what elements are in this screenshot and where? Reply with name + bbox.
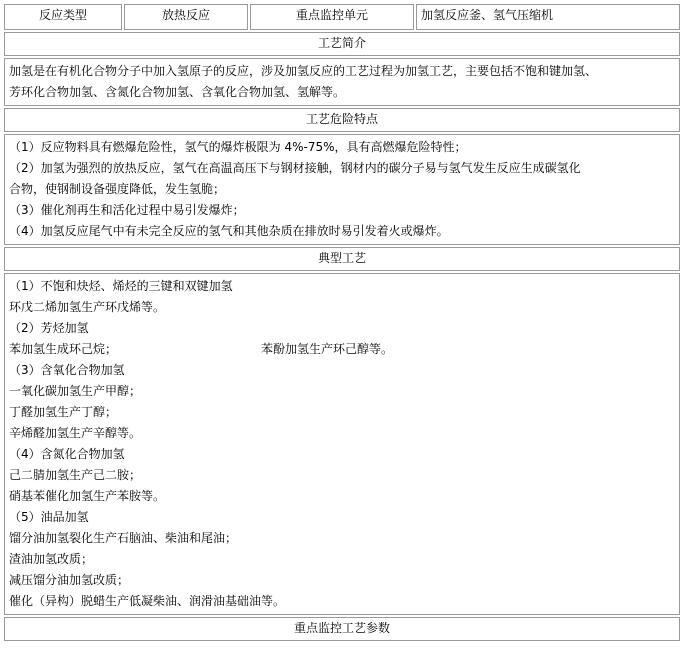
typical-line-pair (9, 339, 675, 360)
intro-body-row (4, 58, 680, 106)
hazard-line: （4）加氢反应尾气中有未完全反应的氢气和其他杂质在排放时易引发着火或爆炸。 (9, 224, 449, 238)
typical-line: 环戊二烯加氢生产环戊烯等。 (9, 300, 166, 314)
typical-line: （5）油品加氢 (9, 510, 89, 524)
typical-line: 己二腈加氢生产己二胺； (9, 468, 142, 482)
section-title-params: 重点监控工艺参数 (4, 617, 680, 641)
intro-title-row (4, 32, 680, 56)
typical-line: 渣油加氢改质； (9, 552, 94, 566)
process-table (2, 2, 682, 643)
hazard-line: 合物，使钢制设备强度降低，发生氢脆； (9, 182, 226, 196)
typical-line: （1）不饱和炔烃、烯烃的三键和双键加氢 (9, 279, 233, 293)
typical-line: 馏分油加氢裂化生产石脑油、柴油和尾油； (9, 531, 238, 545)
typical-body (4, 273, 680, 615)
typical-title-row (4, 247, 680, 271)
monitor-unit-label: 重点监控单元 (250, 4, 414, 30)
hazards-body-row (4, 134, 680, 245)
intro-body (4, 58, 680, 106)
typical-line: 丁醛加氢生产丁醇； (9, 405, 118, 419)
reaction-type-label: 反应类型 (4, 4, 122, 30)
section-title-hazards: 工艺危险特点 (4, 108, 680, 132)
typical-line: 减压馏分油加氢改质； (9, 573, 130, 587)
typical-line: （2）芳烃加氢 (9, 321, 89, 335)
section-title-typical: 典型工艺 (4, 247, 680, 271)
hazard-line: （1）反应物料具有燃爆危险性，氢气的爆炸极限为 4%-75%，具有高燃爆危险特性； (9, 140, 467, 154)
params-title-row (4, 617, 680, 641)
typical-line: 辛烯醛加氢生产辛醇等。 (9, 426, 142, 440)
intro-line: 加氢是在有机化合物分子中加入氢原子的反应，涉及加氢反应的工艺过程为加氢工艺，主要包括不饱和键加氢、 (9, 64, 598, 78)
typical-line: 硝基苯催化加氢生产苯胺等。 (9, 489, 166, 503)
typical-line: （3）含氧化合物加氢 (9, 363, 125, 377)
hazard-line: （3）催化剂再生和活化过程中易引发爆炸； (9, 203, 245, 217)
monitor-unit-value: 加氢反应釜、氢气压缩机 (416, 4, 680, 30)
typical-line: 催化（异构）脱蜡生产低凝柴油、润滑油基础油等。 (9, 594, 286, 608)
hazard-line: （2）加氢为强烈的放热反应，氢气在高温高压下与钢材接触，钢材内的碳分子易与氢气发生反应生成碳氢化 (9, 161, 581, 175)
section-title-intro: 工艺简介 (4, 32, 680, 56)
hazards-body (4, 134, 680, 245)
hazards-title-row (4, 108, 680, 132)
typical-line: 苯加氢生成环己烷； (9, 342, 118, 356)
typical-body-row (4, 273, 680, 615)
intro-line: 芳环化合物加氢、含氮化合物加氢、含氧化合物加氢、氢解等。 (9, 85, 346, 99)
header-row (4, 4, 680, 30)
typical-line: 一氧化碳加氢生产甲醇； (9, 384, 142, 398)
typical-line: 苯酚加氢生产环己醇等。 (261, 342, 394, 356)
reaction-type-value: 放热反应 (124, 4, 248, 30)
typical-line: （4）含氮化合物加氢 (9, 447, 125, 461)
